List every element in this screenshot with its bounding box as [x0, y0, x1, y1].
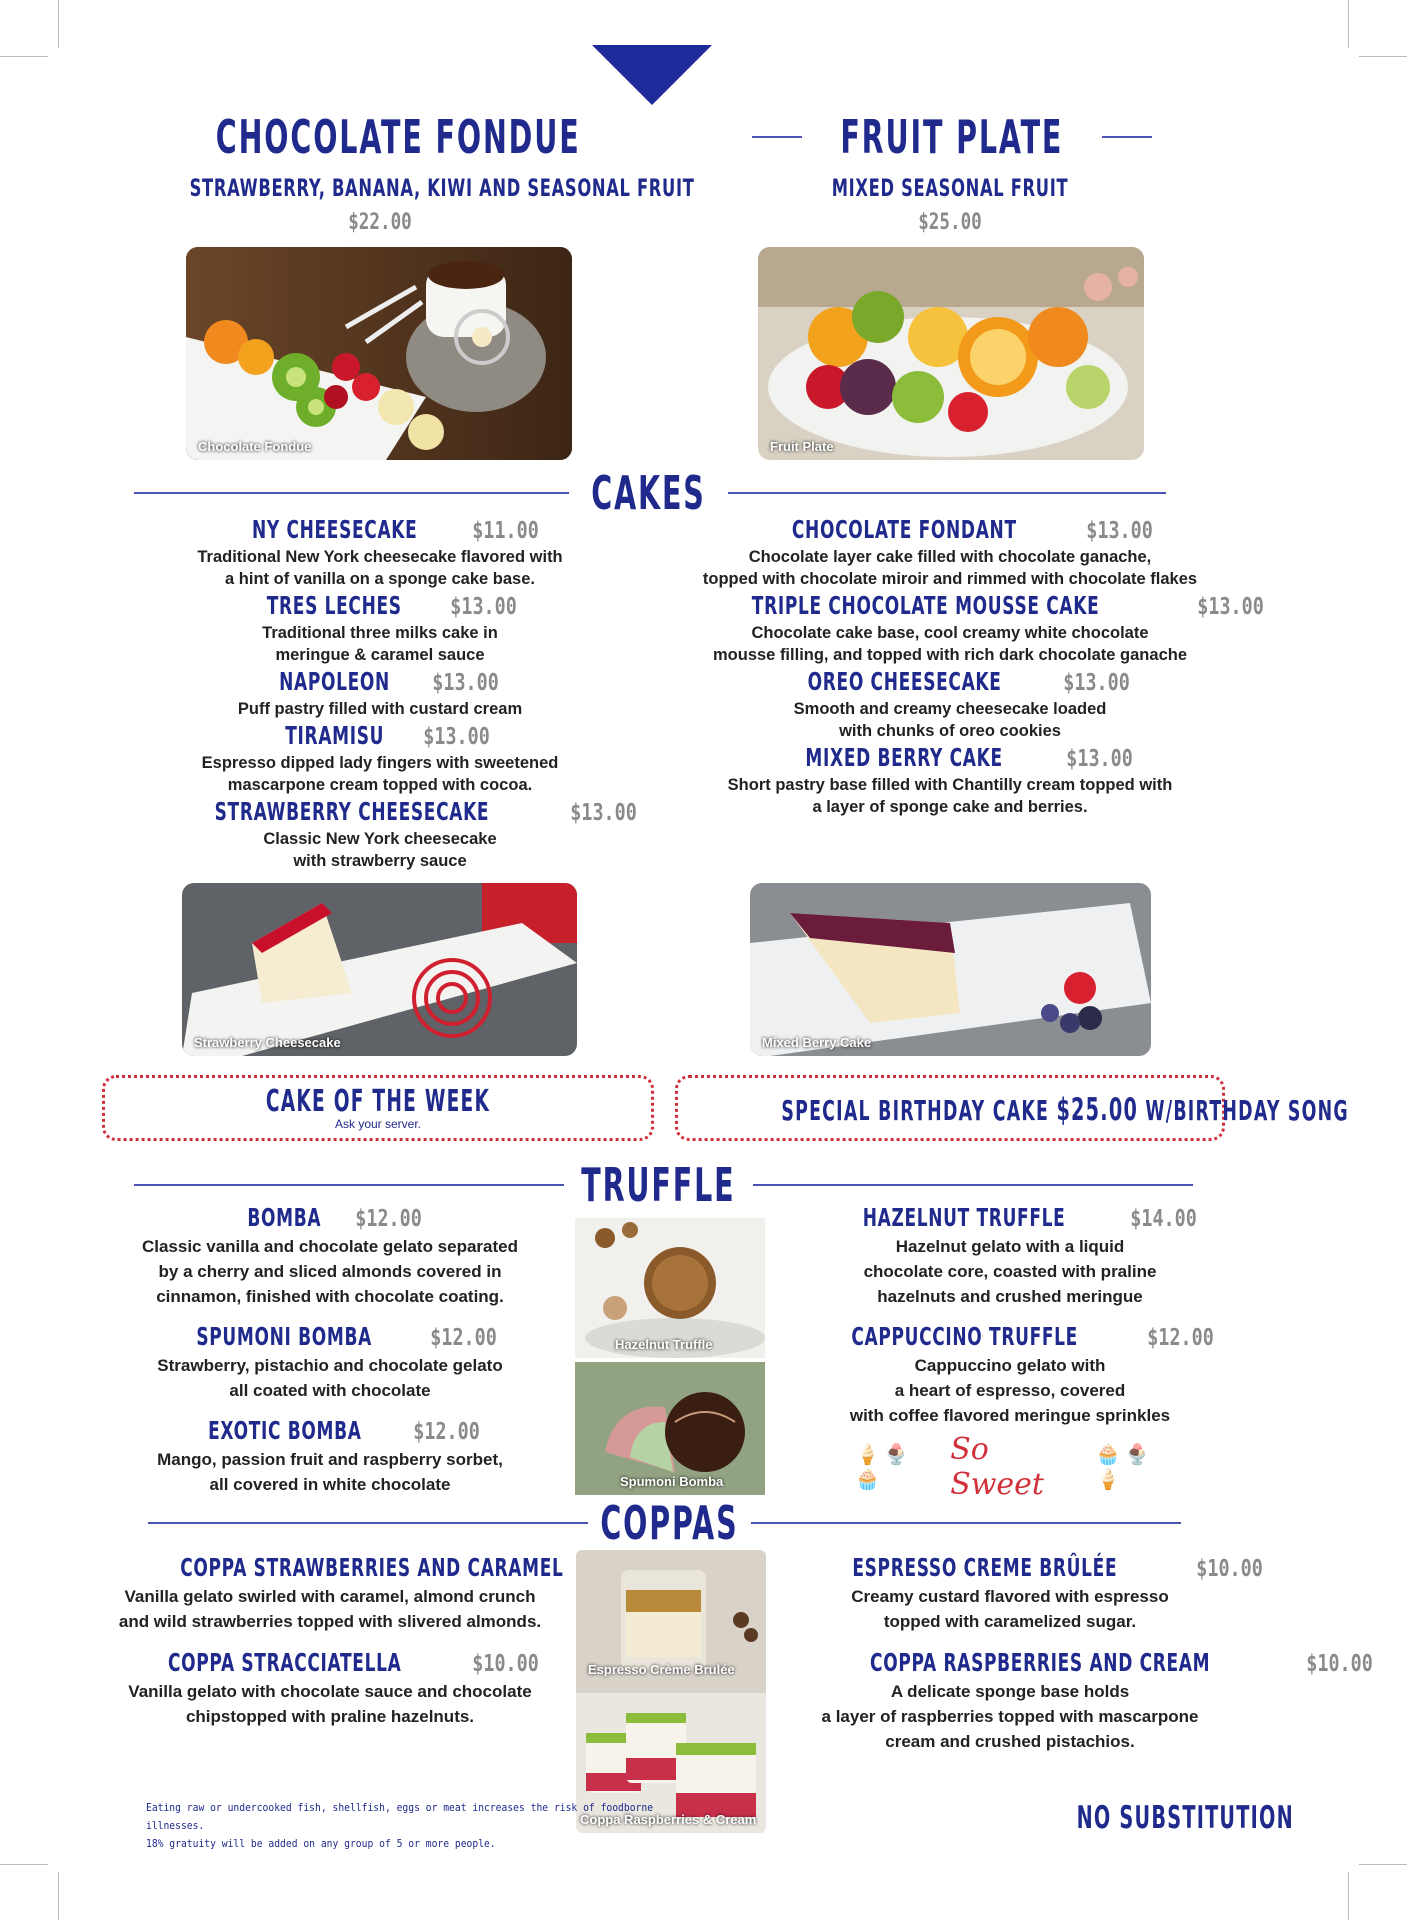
- item-price: $14.00: [1129, 1206, 1197, 1232]
- crop-mark: [0, 1864, 48, 1865]
- item-name: COPPA STRACCIATELLA: [167, 1648, 402, 1677]
- item-price: $13.00: [432, 670, 499, 696]
- item-name: STRAWBERRY CHEESECAKE: [214, 797, 490, 826]
- item-name: BOMBA: [247, 1203, 322, 1232]
- cake-of-week-sub: Ask your server.: [334, 1117, 422, 1131]
- coppa-raspberries-caption: Coppa Raspberries & Cream: [580, 1812, 757, 1827]
- crop-mark: [1348, 0, 1349, 48]
- item-desc: Chocolate layer cake filled with chocolate ganache,: [748, 548, 1152, 566]
- item-name: TIRAMISU: [284, 721, 384, 750]
- fondue-title: CHOCOLATE FONDUE: [215, 110, 581, 164]
- item-desc: a layer of sponge cake and berries.: [812, 798, 1088, 816]
- menu-item: [150, 591, 610, 666]
- item-price: $12.00: [1147, 1325, 1214, 1351]
- item-name: OREO CHEESECAKE: [807, 667, 1002, 696]
- item-name: TRES LECHES: [266, 591, 402, 620]
- menu-item: [90, 1553, 570, 1634]
- item-desc: Traditional three milks cake in: [262, 624, 498, 642]
- crop-mark: [0, 56, 48, 57]
- no-substitution-text: NO SUBSTITUTION: [1076, 1800, 1294, 1836]
- fruit-image: [758, 247, 1144, 460]
- item-desc: with chunks of oreo cookies: [839, 722, 1061, 740]
- item-desc: cream and crushed pistachios.: [885, 1732, 1135, 1751]
- menu-item: [110, 1203, 550, 1309]
- item-desc: topped with caramelized sugar.: [883, 1612, 1137, 1631]
- menu-item: [670, 591, 1264, 666]
- crop-mark: [58, 1872, 59, 1920]
- item-name: NAPOLEON: [279, 667, 390, 696]
- so-sweet-badge: [855, 1432, 1175, 1502]
- espresso-creme-brulee-photo: [576, 1550, 766, 1693]
- espresso-creme-brulee-caption: Espresso Crème Brulée: [588, 1662, 735, 1677]
- mixed-berry-cake-image: [750, 883, 1151, 1056]
- fruit-subtitle: MIXED SEASONAL FRUIT: [831, 174, 1069, 202]
- item-desc: chocolate core, coasted with praline: [863, 1262, 1157, 1281]
- item-desc: Vanilla gelato swirled with caramel, almond crunch: [124, 1587, 536, 1606]
- menu-item: [150, 667, 610, 720]
- strawberry-cheesecake-caption: Strawberry Cheesecake: [194, 1035, 341, 1050]
- item-desc: by a cherry and sliced almonds covered in: [158, 1262, 502, 1281]
- item-desc: mousse filling, and topped with rich dark chocolate ganache: [713, 646, 1187, 664]
- crop-mark: [1359, 56, 1407, 57]
- item-desc: chipstopped with praline hazelnuts.: [185, 1707, 475, 1726]
- item-price: $13.00: [1065, 746, 1133, 772]
- item-price: $12.00: [429, 1325, 497, 1351]
- fruit-caption: Fruit Plate: [770, 439, 834, 454]
- strawberry-cheesecake-image: [182, 883, 577, 1056]
- mixed-berry-cake-photo: [750, 883, 1151, 1056]
- top-triangle-icon: [592, 45, 712, 105]
- item-name: EXOTIC BOMBA: [207, 1416, 362, 1445]
- item-desc: meringue & caramel sauce: [275, 646, 485, 664]
- item-price: $11.00: [472, 518, 539, 544]
- item-desc: Classic New York cheesecake: [263, 830, 497, 848]
- item-desc: cinnamon, finished with chocolate coating.: [156, 1287, 504, 1306]
- footer-disclaimer: [146, 1799, 709, 1853]
- fruit-header: [752, 112, 1152, 162]
- fruit-photo: [758, 247, 1144, 460]
- menu-item: [790, 1322, 1230, 1428]
- item-price: $13.00: [423, 724, 490, 750]
- cakes-title: CAKES: [591, 466, 706, 520]
- birthday-post: W/BIRTHDAY SONG: [1138, 1094, 1349, 1127]
- fruit-price: $25.00: [918, 210, 982, 235]
- item-price: $10.00: [1195, 1556, 1263, 1582]
- item-name: SPUMONI BOMBA: [196, 1322, 373, 1351]
- item-price: $10.00: [1306, 1651, 1374, 1677]
- truffle-title: TRUFFLE: [581, 1158, 736, 1212]
- crop-mark: [1348, 1872, 1349, 1920]
- item-desc: Espresso dipped lady fingers with sweetened: [201, 754, 559, 772]
- crop-mark: [1359, 1864, 1407, 1865]
- fondue-header: [134, 112, 638, 162]
- menu-item: [790, 1203, 1230, 1309]
- item-desc: Traditional New York cheesecake flavored with: [197, 548, 563, 566]
- item-desc: Smooth and creamy cheesecake loaded: [793, 700, 1107, 718]
- item-price: $13.00: [570, 800, 637, 826]
- item-desc: Vanilla gelato with chocolate sauce and chocolate: [128, 1682, 532, 1701]
- no-substitution: [1010, 1800, 1294, 1836]
- crop-mark: [58, 0, 59, 48]
- hazelnut-truffle-photo: [575, 1218, 765, 1358]
- ice-cream-icons-left: 🍦🍨🧁: [855, 1444, 913, 1491]
- item-desc: A delicate sponge base holds: [890, 1682, 1130, 1701]
- menu-item: [670, 515, 1230, 590]
- menu-item: [150, 721, 610, 796]
- ice-cream-icons-right: 🧁🍨🍦: [1095, 1444, 1154, 1491]
- item-desc: Hazelnut gelato with a liquid: [895, 1237, 1125, 1256]
- item-desc: Cappuccino gelato with: [914, 1356, 1106, 1375]
- cake-of-week-box: [102, 1075, 654, 1141]
- menu-item: [790, 1648, 1374, 1754]
- item-name: ESPRESSO CREME BRÛLÉE: [852, 1553, 1118, 1582]
- item-desc: with strawberry sauce: [293, 852, 467, 870]
- item-price: $13.00: [1197, 594, 1264, 620]
- birthday-pre: SPECIAL BIRTHDAY CAKE: [781, 1094, 1057, 1127]
- item-desc: all coated with chocolate: [229, 1381, 431, 1400]
- menu-item: [150, 797, 637, 872]
- item-name: MIXED BERRY CAKE: [805, 743, 1004, 772]
- birthday-cake-box: [675, 1075, 1349, 1141]
- fondue-photo: [186, 247, 572, 460]
- spumoni-bomba-photo: [575, 1362, 765, 1495]
- menu-item: [150, 515, 610, 590]
- item-price: $13.00: [1063, 670, 1130, 696]
- menu-item: [790, 1553, 1263, 1634]
- menu-item: [110, 1416, 550, 1497]
- item-desc: Chocolate cake base, cool creamy white chocolate: [751, 624, 1149, 642]
- item-desc: Creamy custard flavored with espresso: [851, 1587, 1169, 1606]
- item-price: $12.00: [413, 1419, 481, 1445]
- item-name: NY CHEESECAKE: [251, 515, 418, 544]
- hazelnut-truffle-caption: Hazelnut Truffle: [615, 1337, 713, 1352]
- spumoni-bomba-caption: Spumoni Bomba: [620, 1474, 724, 1489]
- item-desc: topped with chocolate miroir and rimmed with chocolate flakes: [702, 570, 1198, 588]
- birthday-cake-text: [781, 1092, 1349, 1128]
- item-name: COPPA STRAWBERRIES AND CARAMEL: [180, 1553, 564, 1582]
- item-desc: a heart of espresso, covered: [894, 1381, 1126, 1400]
- item-price: $13.00: [1086, 518, 1153, 544]
- so-sweet-text: So Sweet: [950, 1432, 1044, 1502]
- item-price: $13.00: [449, 594, 517, 620]
- item-desc: Puff pastry filled with custard cream: [237, 700, 523, 718]
- menu-item: [90, 1648, 570, 1729]
- item-desc: a layer of raspberries topped with mascarpone: [821, 1707, 1199, 1726]
- cake-of-week-title: CAKE OF THE WEEK: [265, 1084, 491, 1119]
- item-price: $12.00: [355, 1206, 422, 1232]
- fondue-caption: Chocolate Fondue: [198, 439, 312, 454]
- coppas-header: [148, 1498, 1176, 1548]
- cakes-header: [134, 468, 1166, 518]
- item-price: $10.00: [472, 1651, 539, 1677]
- item-name: HAZELNUT TRUFFLE: [863, 1203, 1066, 1232]
- fondue-subtitle: STRAWBERRY, BANANA, KIWI AND SEASONAL FRUIT: [189, 174, 695, 202]
- item-desc: a hint of vanilla on a sponge cake base.: [225, 570, 535, 588]
- item-desc: Short pastry base filled with Chantilly cream topped with: [727, 776, 1173, 794]
- item-desc: Mango, passion fruit and raspberry sorbet,: [157, 1450, 503, 1469]
- item-desc: Classic vanilla and chocolate gelato separated: [141, 1237, 519, 1256]
- item-name: COPPA RASPBERRIES AND CREAM: [870, 1648, 1211, 1677]
- item-desc: Strawberry, pistachio and chocolate gelato: [157, 1356, 503, 1375]
- coppas-title: COPPAS: [600, 1496, 739, 1550]
- fondue-price: $22.00: [348, 210, 412, 235]
- disclaimer-line-2: 18% gratuity will be added on any group of 5 or more people.: [146, 1837, 496, 1850]
- item-desc: hazelnuts and crushed meringue: [877, 1287, 1143, 1306]
- strawberry-cheesecake-photo: [182, 883, 577, 1056]
- fruit-title: FRUIT PLATE: [840, 110, 1064, 164]
- menu-item: [110, 1322, 550, 1403]
- item-name: CAPPUCCINO TRUFFLE: [851, 1322, 1078, 1351]
- item-desc: with coffee flavored meringue sprinkles: [849, 1406, 1171, 1425]
- item-desc: all covered in white chocolate: [209, 1475, 451, 1494]
- item-name: TRIPLE CHOCOLATE MOUSSE CAKE: [751, 591, 1100, 620]
- fondue-image: [186, 247, 572, 460]
- menu-item: [670, 743, 1230, 818]
- disclaimer-line-1: Eating raw or undercooked fish, shellfish, eggs or meat increases the risk of foodborne illnesses.: [146, 1801, 654, 1832]
- menu-item: [670, 667, 1230, 742]
- item-desc: mascarpone cream topped with cocoa.: [227, 776, 533, 794]
- item-name: CHOCOLATE FONDANT: [792, 515, 1017, 544]
- item-desc: and wild strawberries topped with slivered almonds.: [118, 1612, 542, 1631]
- birthday-price: $25.00: [1056, 1092, 1139, 1128]
- mixed-berry-cake-caption: Mixed Berry Cake: [762, 1035, 872, 1050]
